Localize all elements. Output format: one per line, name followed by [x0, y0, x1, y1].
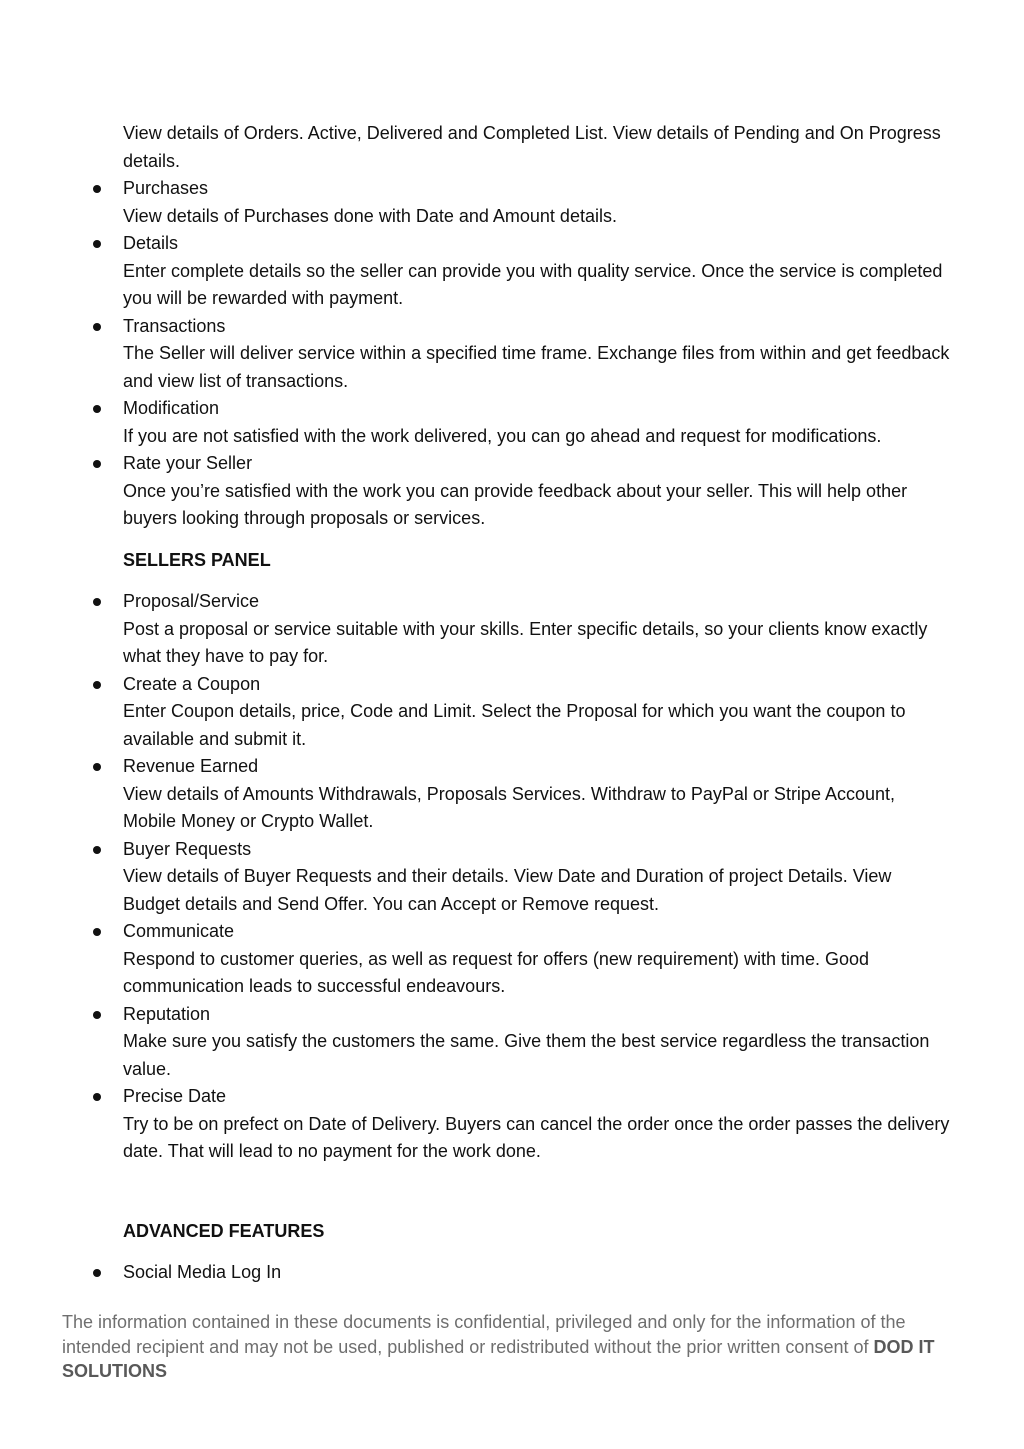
sellers-panel-heading: SELLERS PANEL: [123, 549, 271, 570]
bullet-icon: [93, 240, 101, 248]
list-item: [123, 836, 953, 919]
bullet-icon: [93, 928, 101, 936]
item-title: Precise Date: [123, 1086, 227, 1106]
bullet-icon: [93, 323, 101, 331]
item-description: View details of Amounts Withdrawals, Proposals Services. Withdraw to PayPal or Stripe Account, Mobile Money or Crypto Wallet.: [123, 783, 896, 831]
list-item: [123, 395, 953, 450]
bullet-icon: [93, 460, 101, 468]
seller-feature-list: [123, 588, 953, 1166]
list-item: [123, 230, 953, 313]
item-title: Proposal/Service: [123, 591, 260, 611]
confidentiality-footer: [62, 1310, 962, 1384]
item-title: Rate your Seller: [123, 453, 253, 473]
list-item: [123, 313, 953, 396]
item-title: Buyer Requests: [123, 838, 252, 859]
item-description: View details of Purchases done with Date and Amount details.: [123, 205, 617, 226]
item-title: Social Media Log In: [123, 1262, 282, 1282]
item-title: Details: [123, 233, 179, 253]
item-title: Create a Coupon: [123, 673, 261, 694]
item-title: Reputation: [123, 1003, 211, 1024]
list-item: [123, 588, 953, 671]
bullet-icon: [93, 846, 101, 854]
list-item: [123, 671, 953, 754]
item-description: Once you’re satisfied with the work you can provide feedback about your seller. This will help other buyers looking through proposals or services.: [123, 480, 908, 528]
item-description: Post a proposal or service suitable with your skills. Enter specific details, so your clients know exactly what they have to pay for.: [123, 618, 928, 666]
advanced-feature-list: [123, 1259, 953, 1287]
document-body: [123, 120, 953, 1287]
bullet-icon: [93, 1269, 101, 1277]
footer-text: The information contained in these documents is confidential, privileged and only for the information of the intended recipient and may not be used, published or redistributed without the prior written consent of: [62, 1312, 906, 1357]
list-item: [123, 1001, 953, 1084]
bullet-icon: [93, 598, 101, 606]
item-description: Try to be on prefect on Date of Delivery. Buyers can cancel the order once the order passes the delivery date. That will lead to no payment for the work done.: [123, 1113, 950, 1161]
item-description: If you are not satisfied with the work delivered, you can go ahead and request for modifications.: [123, 425, 882, 446]
orders-description: View details of Orders. Active, Delivered and Completed List. View details of Pending and On Progress details.: [123, 123, 941, 171]
bullet-icon: [93, 1093, 101, 1101]
item-title: Purchases: [123, 178, 209, 198]
list-item: [123, 175, 953, 230]
list-item: [123, 918, 953, 1001]
buyer-feature-list: [123, 175, 953, 533]
item-description: Enter complete details so the seller can provide you with quality service. Once the service is completed you will be rewarded with payment.: [123, 260, 943, 308]
item-title: Modification: [123, 398, 220, 418]
item-description: Make sure you satisfy the customers the same. Give them the best service regardless the transaction value.: [123, 1031, 930, 1079]
item-title: Revenue Earned: [123, 756, 259, 776]
item-title: Communicate: [123, 921, 235, 941]
list-item: [123, 1083, 953, 1166]
list-item: [123, 753, 953, 836]
item-description: Respond to customer queries, as well as request for offers (new requirement) with time. Good communication leads to successful endeavours.: [123, 948, 870, 996]
item-description: Enter Coupon details, price, Code and Limit. Select the Proposal for which you want the coupon to available and submit it.: [123, 701, 906, 749]
item-description: View details of Buyer Requests and their details. View Date and Duration of project Details. View Budget details and Send Offer. You can Accept or Remove request.: [123, 866, 892, 914]
bullet-icon: [93, 185, 101, 193]
item-title: Transactions: [123, 315, 226, 336]
bullet-icon: [93, 405, 101, 413]
bullet-icon: [93, 681, 101, 689]
bullet-icon: [93, 1011, 101, 1019]
advanced-features-heading: ADVANCED FEATURES: [123, 1220, 325, 1241]
item-description: The Seller will deliver service within a specified time frame. Exchange files from within and get feedback and view list of transactions.: [123, 343, 950, 391]
list-item: [123, 1259, 953, 1287]
bullet-icon: [93, 763, 101, 771]
list-item: [123, 450, 953, 533]
footer-company-name: DOD IT SOLUTIONS: [62, 1336, 935, 1381]
